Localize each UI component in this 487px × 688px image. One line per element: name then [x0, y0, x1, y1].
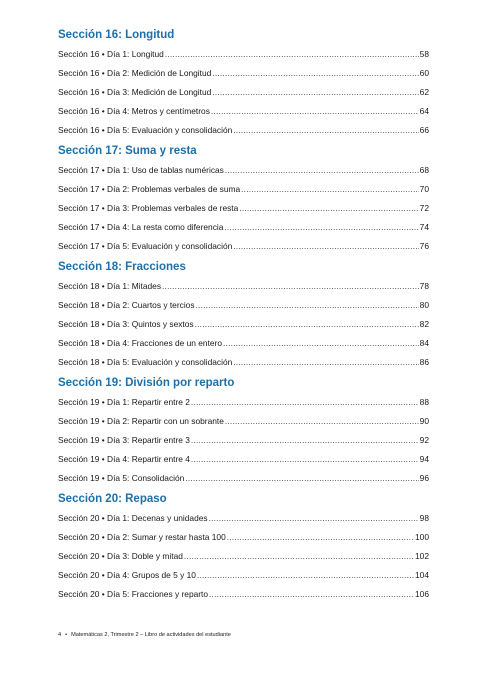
- toc-entry[interactable]: [58, 106, 429, 117]
- entry-label: Sección 16 • Día 2: Medición de Longitud: [58, 68, 212, 78]
- entry-label: Sección 19 • Día 4: Repartir entre 4: [58, 454, 190, 464]
- entry-page-number: 84: [419, 338, 429, 348]
- section-heading[interactable]: Sección 16: Longitud: [58, 29, 175, 41]
- entry-label: Sección 17 • Día 3: Problemas verbales de resta: [58, 203, 239, 213]
- entry-page-number: 74: [419, 222, 429, 232]
- dot-leader: [225, 416, 419, 427]
- dot-leader: [165, 49, 419, 60]
- entry-page-number: 68: [419, 165, 429, 175]
- dot-leader: [212, 68, 418, 79]
- page-footer: [58, 631, 235, 639]
- entry-label: Sección 17 • Día 5: Evaluación y consolidación: [58, 241, 233, 251]
- toc-entry[interactable]: [58, 338, 429, 349]
- entry-page-number: 98: [419, 513, 429, 523]
- dot-leader: [196, 300, 419, 311]
- toc-section: [58, 492, 429, 600]
- entry-page-number: 70: [419, 184, 429, 194]
- dot-leader: [209, 513, 419, 524]
- dot-leader: [185, 473, 418, 484]
- toc-entry[interactable]: [58, 125, 429, 136]
- toc-entry[interactable]: [58, 184, 429, 195]
- table-of-contents: [58, 28, 429, 608]
- entry-page-number: 76: [419, 241, 429, 251]
- dot-leader: [162, 281, 419, 292]
- toc-entry[interactable]: [58, 435, 429, 446]
- entry-page-number: 102: [415, 551, 429, 561]
- footer-bullet: •: [65, 632, 68, 638]
- entry-label: Sección 17 • Día 2: Problemas verbales de suma: [58, 184, 241, 194]
- toc-entry[interactable]: [58, 68, 429, 79]
- dot-leader: [239, 203, 418, 214]
- dot-leader: [191, 397, 419, 408]
- entry-page-number: 92: [419, 435, 429, 445]
- entry-label: Sección 16 • Día 1: Longitud: [58, 49, 164, 59]
- dot-leader: [233, 241, 418, 252]
- section-heading[interactable]: Sección 17: Suma y resta: [58, 145, 197, 157]
- toc-entry[interactable]: [58, 570, 429, 581]
- entry-label: Sección 19 • Día 1: Repartir entre 2: [58, 397, 190, 407]
- entry-page-number: 88: [419, 397, 429, 407]
- entry-page-number: 66: [419, 125, 429, 135]
- dot-leader: [224, 222, 418, 233]
- section-heading[interactable]: Sección 20: Repaso: [58, 493, 167, 505]
- entry-label: Sección 20 • Día 2: Sumar y restar hasta 100: [58, 532, 226, 542]
- toc-entry[interactable]: [58, 397, 429, 408]
- dot-leader: [233, 357, 418, 368]
- entry-page-number: 90: [419, 416, 429, 426]
- dot-leader: [184, 551, 414, 562]
- entry-label: Sección 20 • Día 4: Grupos de 5 y 10: [58, 570, 196, 580]
- entry-label: Sección 18 • Día 5: Evaluación y consolidación: [58, 357, 233, 367]
- entry-label: Sección 16 • Día 3: Medición de Longitud: [58, 87, 212, 97]
- entry-label: Sección 19 • Día 3: Repartir entre 3: [58, 435, 190, 445]
- dot-leader: [227, 532, 414, 543]
- entry-page-number: 82: [419, 319, 429, 329]
- entry-label: Sección 20 • Día 1: Decenas y unidades: [58, 513, 208, 523]
- entry-label: Sección 16 • Día 4: Metros y centímetros: [58, 106, 210, 116]
- entry-page-number: 100: [415, 532, 429, 542]
- entry-label: Sección 19 • Día 5: Consolidación: [58, 473, 185, 483]
- entry-page-number: 58: [419, 49, 429, 59]
- toc-entry[interactable]: [58, 589, 429, 600]
- toc-entry[interactable]: [58, 319, 429, 330]
- entry-label: Sección 18 • Día 1: Mitades: [58, 281, 162, 291]
- entry-page-number: 106: [415, 589, 429, 599]
- entry-label: Sección 20 • Día 3: Doble y mitad: [58, 551, 183, 561]
- dot-leader: [191, 435, 419, 446]
- footer-page-number: 4: [58, 632, 62, 638]
- section-heading[interactable]: Sección 19: División por reparto: [58, 377, 235, 389]
- dot-leader: [241, 184, 419, 195]
- toc-section: [58, 260, 429, 368]
- toc-section: [58, 376, 429, 484]
- toc-entry[interactable]: [58, 473, 429, 484]
- entry-page-number: 62: [419, 87, 429, 97]
- dot-leader: [223, 338, 419, 349]
- toc-entry[interactable]: [58, 551, 429, 562]
- dot-leader: [191, 454, 419, 465]
- toc-entry[interactable]: [58, 281, 429, 292]
- entry-page-number: 86: [419, 357, 429, 367]
- entry-page-number: 94: [419, 454, 429, 464]
- entry-label: Sección 17 • Día 1: Uso de tablas numéricas: [58, 165, 224, 175]
- entry-page-number: 64: [419, 106, 429, 116]
- entry-label: Sección 18 • Día 2: Cuartos y tercios: [58, 300, 195, 310]
- toc-entry[interactable]: [58, 513, 429, 524]
- dot-leader: [197, 570, 414, 581]
- entry-page-number: 104: [415, 570, 429, 580]
- toc-entry[interactable]: [58, 416, 429, 427]
- dot-leader: [233, 125, 418, 136]
- toc-entry[interactable]: [58, 300, 429, 311]
- entry-page-number: 80: [419, 300, 429, 310]
- dot-leader: [211, 106, 419, 117]
- dot-leader: [209, 589, 414, 600]
- toc-section: [58, 28, 429, 136]
- toc-entry[interactable]: [58, 241, 429, 252]
- toc-entry[interactable]: [58, 454, 429, 465]
- entry-label: Sección 19 • Día 2: Repartir con un sobrante: [58, 416, 224, 426]
- entry-label: Sección 18 • Día 3: Quintos y sextos: [58, 319, 194, 329]
- section-heading[interactable]: Sección 18: Fracciones: [58, 261, 186, 273]
- toc-entry[interactable]: [58, 203, 429, 214]
- entry-label: Sección 18 • Día 4: Fracciones de un entero: [58, 338, 223, 348]
- dot-leader: [212, 87, 418, 98]
- entry-label: Sección 16 • Día 5: Evaluación y consolidación: [58, 125, 233, 135]
- entry-page-number: 78: [419, 281, 429, 291]
- entry-label: Sección 20 • Día 5: Fracciones y reparto: [58, 589, 209, 599]
- toc-entry[interactable]: [58, 165, 429, 176]
- entry-page-number: 72: [419, 203, 429, 213]
- toc-entry[interactable]: [58, 532, 429, 543]
- toc-entry[interactable]: [58, 222, 429, 233]
- toc-entry[interactable]: [58, 87, 429, 98]
- toc-entry[interactable]: [58, 357, 429, 368]
- entry-page-number: 60: [419, 68, 429, 78]
- dot-leader: [225, 165, 419, 176]
- entry-label: Sección 17 • Día 4: La resta como diferencia: [58, 222, 224, 232]
- toc-entry[interactable]: [58, 49, 429, 60]
- toc-section: [58, 144, 429, 252]
- entry-page-number: 96: [419, 473, 429, 483]
- footer-book-title: Matemáticas 2, Trimestre 2 – Libro de actividades del estudiante: [71, 632, 231, 638]
- dot-leader: [195, 319, 419, 330]
